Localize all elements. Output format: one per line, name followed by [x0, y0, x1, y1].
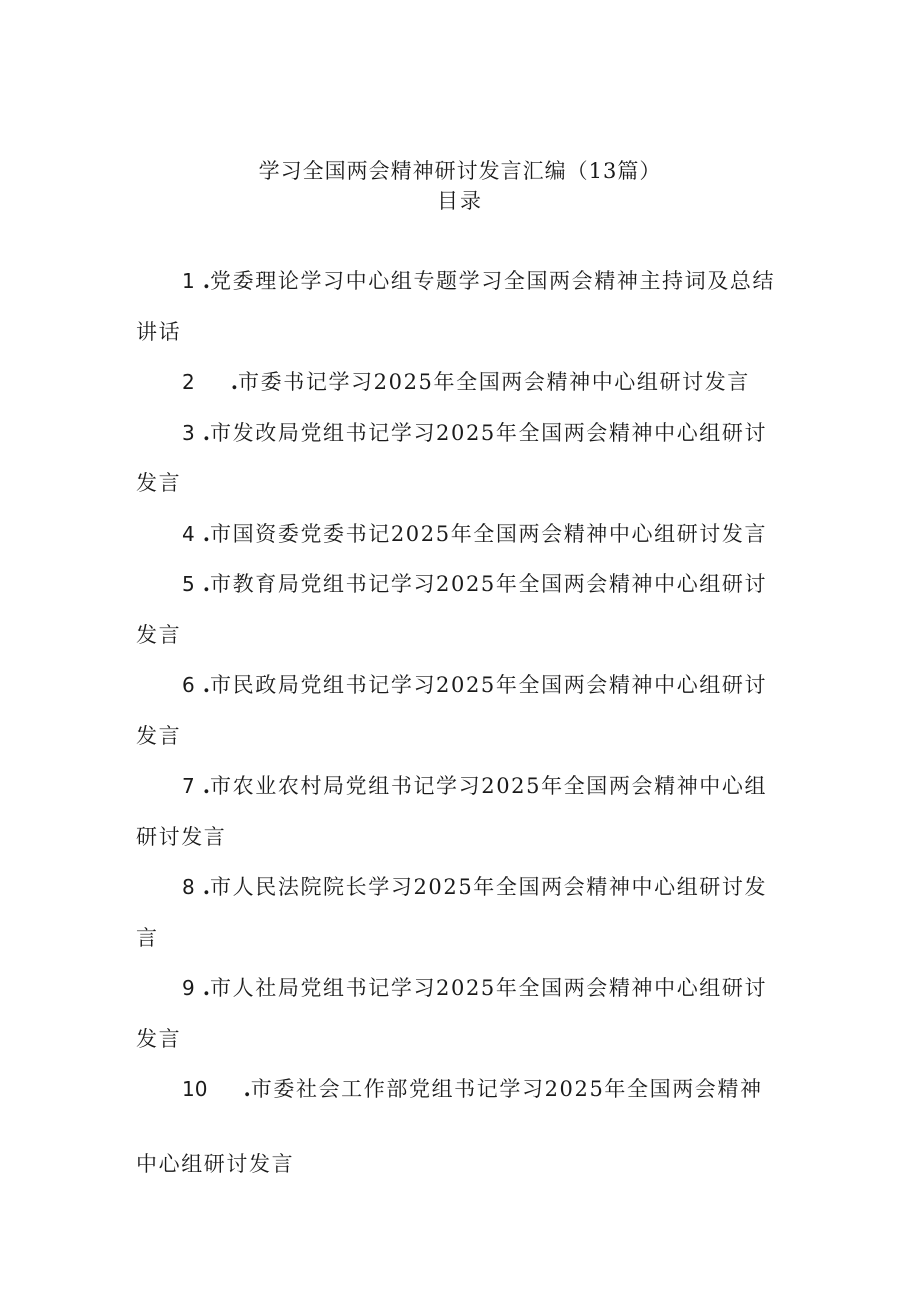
toc-item-number: 4	[182, 521, 195, 546]
toc-item-text: 市委社会工作部党组书记学习2025年全国两会精神	[250, 1077, 763, 1101]
toc-item-number: 8	[182, 875, 195, 899]
toc-heading: 目录	[437, 189, 483, 213]
toc-item-10: 10 .市委社会工作部党组书记学习2025年全国两会精神 中心组研讨发言	[136, 1064, 786, 1189]
toc-item-number: 7	[182, 774, 195, 798]
toc-item-text: 市教育局党组书记学习2025年全国两会精神中心组研讨发言	[136, 572, 768, 647]
toc-item-text: 党委理论学习中心组专题学习全国两会精神主持词及总结讲话	[136, 269, 776, 344]
toc-item-3: 3 .市发改局党组书记学习2025年全国两会精神中心组研讨发言	[136, 408, 786, 509]
toc-item-number: 9	[182, 976, 195, 1000]
toc-item-2: 2 .市委书记学习2025年全国两会精神中心组研讨发言	[136, 357, 786, 408]
toc-item-1: 1 .党委理论学习中心组专题学习全国两会精神主持词及总结讲话	[136, 256, 786, 357]
toc-item-text: 市委书记学习2025年全国两会精神中心组研讨发言	[238, 370, 750, 394]
toc-item-text: 市农业农村局党组书记学习2025年全国两会精神中心组研讨发言	[136, 774, 768, 849]
toc-item-number: 6	[182, 673, 195, 697]
toc-item-6: 6 .市民政局党组书记学习2025年全国两会精神中心组研讨发言	[136, 660, 786, 761]
document-title: 学习全国两会精神研讨发言汇编（13篇）	[258, 159, 662, 183]
toc-item-7: 7 .市农业农村局党组书记学习2025年全国两会精神中心组研讨发言	[136, 761, 786, 862]
toc-item-5: 5 .市教育局党组书记学习2025年全国两会精神中心组研讨发言	[136, 559, 786, 660]
toc-item-number: 10	[182, 1077, 208, 1101]
toc-item-9: 9 .市人社局党组书记学习2025年全国两会精神中心组研讨发言	[136, 963, 786, 1064]
toc-item-text: 市发改局党组书记学习2025年全国两会精神中心组研讨发言	[136, 420, 768, 495]
toc-item-number: 2	[182, 370, 195, 394]
toc-item-4: 4 .市国资委党委书记2025年全国两会精神中心组研讨发言	[136, 509, 786, 560]
toc-item-8: 8 .市人民法院院长学习2025年全国两会精神中心组研讨发言	[136, 862, 786, 963]
toc-item-number: 1	[182, 269, 195, 293]
toc-item-number: 3	[182, 420, 195, 445]
toc-item-text: 市人社局党组书记学习2025年全国两会精神中心组研讨发言	[136, 976, 768, 1051]
table-of-contents	[136, 256, 786, 1189]
toc-item-text: 市人民法院院长学习2025年全国两会精神中心组研讨发言	[136, 875, 768, 950]
toc-item-text: 市民政局党组书记学习2025年全国两会精神中心组研讨发言	[136, 673, 768, 748]
toc-item-number: 5	[182, 572, 195, 596]
toc-item-text-continuation: 中心组研讨发言	[136, 1151, 295, 1176]
toc-item-text: 市国资委党委书记2025年全国两会精神中心组研讨发言	[210, 521, 768, 546]
